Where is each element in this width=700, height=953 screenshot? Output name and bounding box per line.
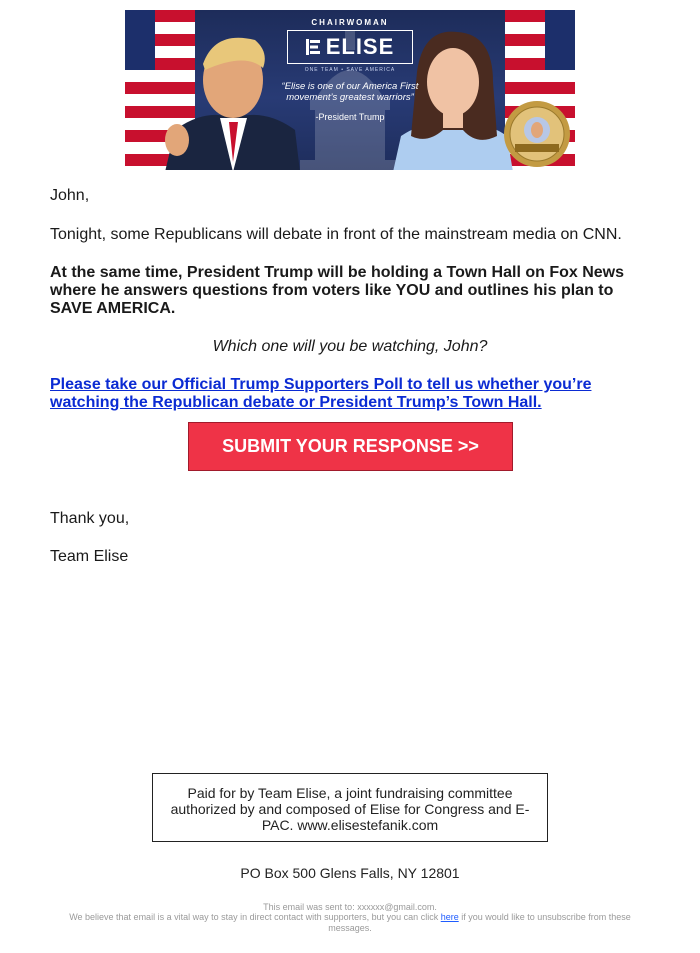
endorsement-attribution: -President Trump — [315, 112, 385, 122]
question-text: Which one will you be watching, John? — [212, 338, 488, 355]
official-team-trump-seal-icon — [503, 100, 571, 168]
endorsement-quote: “Elise is one of our America First movement’s greatest warriors” — [281, 81, 419, 103]
sent-to-notice: This email was sent to: xxxxxx@gmail.com. — [263, 902, 437, 912]
unsubscribe-notice — [48, 912, 652, 934]
unsubscribe-link[interactable]: here — [440, 912, 459, 922]
brand-tagline: ONE TEAM • SAVE AMERICA — [304, 67, 396, 73]
poll-link[interactable]: Please take our Official Trump Supporters Poll to tell us whether you’re watching the Republican debate or President Trump’s Town Hall. — [50, 376, 592, 411]
mailing-address: PO Box 500 Glens Falls, NY 12801 — [240, 865, 460, 881]
brand-kicker: CHAIRWOMAN — [311, 18, 389, 27]
brand-logo — [287, 30, 413, 64]
paid-for-disclaimer: Paid for by Team Elise, a joint fundraising committee authorized by and composed of Elise for Congress and E-PAC. www.elisestefanik.com — [152, 773, 548, 842]
submit-response-button[interactable]: SUBMIT YOUR RESPONSE >> — [188, 422, 513, 471]
header-banner-image — [125, 10, 575, 170]
intro-paragraph: Tonight, some Republicans will debate in front of the mainstream media on CNN. — [50, 226, 622, 243]
brand-logo-text: ELISE — [325, 34, 395, 59]
signature: Team Elise — [50, 548, 129, 565]
unsubscribe-text-before: We believe that email is a vital way to stay in direct contact with supporters, but you can click — [69, 912, 441, 922]
greeting: John, — [50, 187, 90, 204]
bold-paragraph: At the same time, President Trump will be holding a Town Hall on Fox News where he answers questions from voters like YOU and outlines his plan to SAVE AMERICA. — [50, 264, 625, 317]
closing-thanks: Thank you, — [50, 510, 130, 527]
campaign-brand-block — [275, 18, 425, 122]
flag-e-logo-icon — [306, 39, 320, 55]
unsubscribe-text-after: if you would like to unsubscribe from these messages. — [328, 912, 631, 933]
